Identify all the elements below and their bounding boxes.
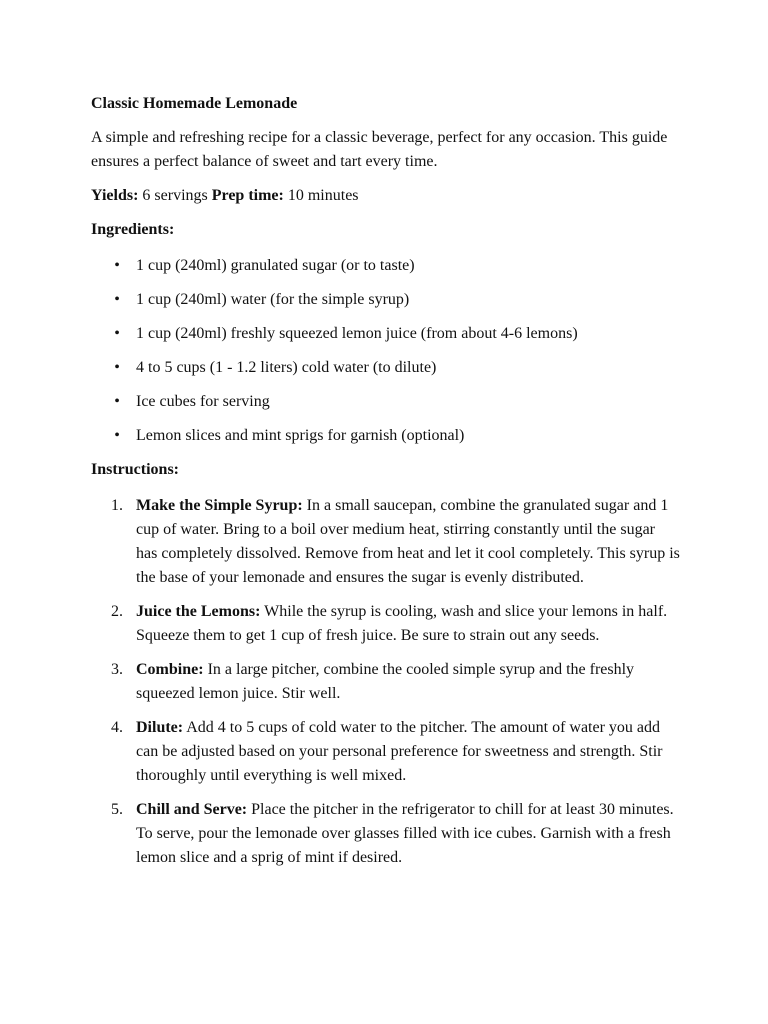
ingredient-item <box>114 322 680 346</box>
instruction-step <box>111 494 680 590</box>
instruction-step <box>111 658 680 706</box>
step-number: 1. <box>111 497 123 514</box>
step-text: Add 4 to 5 cups of cold water to the pitcher. The amount of water you add can be adjusted based on your personal preference for sweetness and strength. Stir thoroughly until everything is well mixed. <box>136 719 663 784</box>
ingredient-text: 1 cup (240ml) freshly squeezed lemon juice (from about 4-6 lemons) <box>136 325 578 342</box>
prep-time-value: 10 minutes <box>283 187 359 204</box>
ingredient-item <box>114 356 680 380</box>
ingredient-text: 4 to 5 cups (1 - 1.2 liters) cold water (to dilute) <box>136 359 437 376</box>
yields-value: 6 servings <box>138 187 212 204</box>
ingredient-item <box>114 390 680 414</box>
recipe-title: Classic Homemade Lemonade <box>91 95 298 112</box>
ingredients-list <box>91 254 680 448</box>
step-text: In a small saucepan, combine the granulated sugar and 1 cup of water. Bring to a boil over medium heat, stirring constantly until the sugar has completely dissolved. Remove from heat and let it cool completely. This syrup is the base of your lemonade and ensures the sugar is evenly distributed. <box>136 497 680 586</box>
bullet-icon: • <box>114 325 120 342</box>
ingredient-item <box>114 288 680 312</box>
step-number: 3. <box>111 661 123 678</box>
step-number: 5. <box>111 801 123 818</box>
bullet-icon: • <box>114 257 120 274</box>
bullet-icon: • <box>114 291 120 308</box>
instructions-list <box>91 494 680 870</box>
step-text: Place the pitcher in the refrigerator to chill for at least 30 minutes. To serve, pour the lemonade over glasses filled with ice cubes. Garnish with a fresh lemon slice and a sprig of mint if desired. <box>136 801 674 866</box>
prep-time-label: Prep time: <box>211 187 284 204</box>
step-label: Chill and Serve: <box>136 801 248 818</box>
bullet-icon: • <box>114 427 120 444</box>
recipe-meta <box>91 184 680 208</box>
step-text: In a large pitcher, combine the cooled simple syrup and the freshly squeezed lemon juice. Stir well. <box>136 661 635 702</box>
step-label: Combine: <box>136 661 204 678</box>
instruction-step <box>111 798 680 870</box>
step-label: Juice the Lemons: <box>136 603 261 620</box>
ingredient-item <box>114 424 680 448</box>
step-text: While the syrup is cooling, wash and slice your lemons in half. Squeeze them to get 1 cup of fresh juice. Be sure to strain out any seeds. <box>136 603 668 644</box>
ingredient-text: 1 cup (240ml) water (for the simple syrup) <box>136 291 410 308</box>
recipe-intro: A simple and refreshing recipe for a classic beverage, perfect for any occasion. This guide ensures a perfect balance of sweet and tart every time. <box>91 129 668 170</box>
bullet-icon: • <box>114 393 120 410</box>
instructions-heading: Instructions: <box>91 461 180 478</box>
instruction-step <box>111 716 680 788</box>
instruction-step <box>111 600 680 648</box>
ingredient-text: Ice cubes for serving <box>136 393 270 410</box>
step-label: Make the Simple Syrup: <box>136 497 303 514</box>
ingredient-text: Lemon slices and mint sprigs for garnish (optional) <box>136 427 465 444</box>
ingredient-item <box>114 254 680 278</box>
yields-label: Yields: <box>91 187 139 204</box>
ingredients-heading: Ingredients: <box>91 221 175 238</box>
step-label: Dilute: <box>136 719 184 736</box>
ingredient-text: 1 cup (240ml) granulated sugar (or to taste) <box>136 257 415 274</box>
step-number: 4. <box>111 719 123 736</box>
bullet-icon: • <box>114 359 120 376</box>
step-number: 2. <box>111 603 123 620</box>
